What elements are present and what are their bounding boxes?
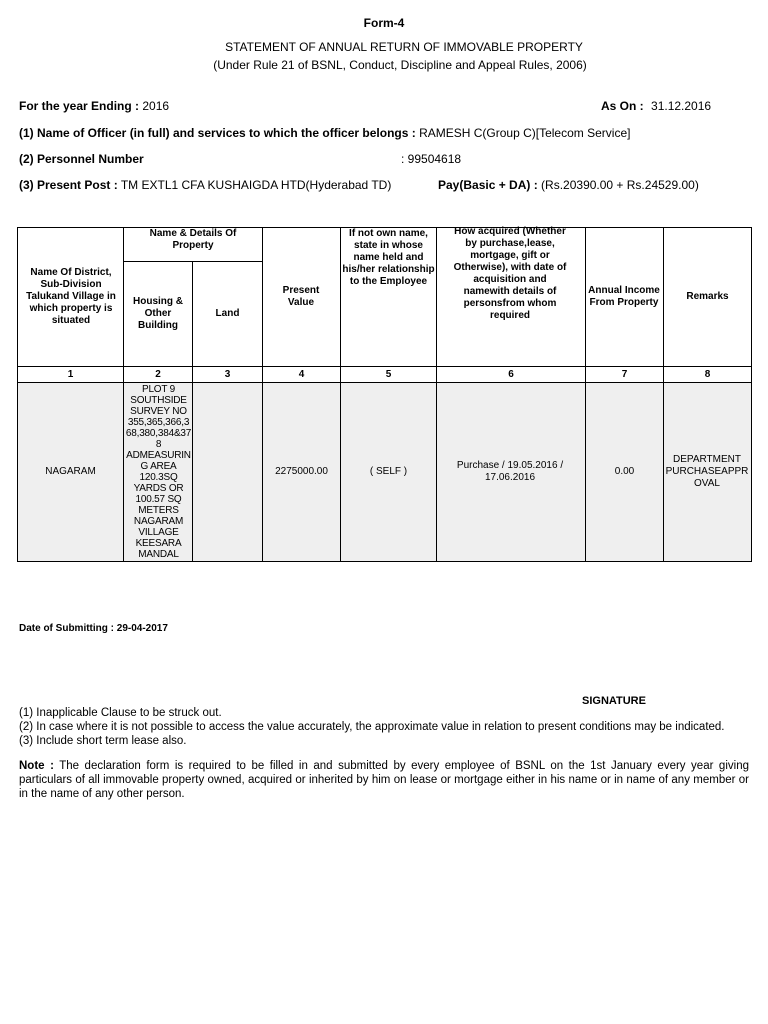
property-table [17, 227, 752, 562]
present-post-row [19, 178, 391, 192]
column-number: 8 [704, 368, 711, 380]
year-value: 2016 [142, 99, 170, 113]
officer-name-label: (1) Name of Officer (in full) and services to which the officer belongs : [19, 126, 416, 140]
personnel-value: : 99504618 [401, 152, 462, 166]
present-post-value: TM EXTL1 CFA KUSHAIGDA HTD(Hyderabad TD) [120, 178, 392, 192]
note-paragraph [19, 759, 749, 801]
grid-line [751, 227, 752, 562]
header-property-group: Name & Details Of Property [149, 228, 237, 251]
column-number: 5 [385, 368, 392, 380]
pay-row [438, 178, 699, 192]
header-how-acquired: How acquired (Whether by purchase,lease, mortgage, gift or Otherwise), with date of acquisition and namewith details of personsfrom whom required [453, 226, 567, 321]
header-annual-income: Annual Income From Property [588, 285, 660, 308]
header-not-own-name: If not own name, state in whose name held and his/her relationship to the Employee [342, 228, 435, 287]
column-number: 1 [67, 368, 74, 380]
cell-remarks: DEPARTMENT PURCHASEAPPR OVAL [665, 454, 749, 489]
column-number: 4 [298, 368, 305, 380]
document-subtitle: (Under Rule 21 of BSNL, Conduct, Discipline and Appeal Rules, 2006) [213, 58, 587, 72]
form-number: Form-4 [363, 16, 405, 30]
column-number: 7 [621, 368, 628, 380]
header-district: Name Of District, Sub-Division Talukand Village in which property is situated [26, 267, 116, 326]
pay-value: (Rs.20390.00 + Rs.24529.00) [541, 178, 699, 192]
cell-not-own-name: ( SELF ) [369, 466, 408, 477]
grid-line [123, 227, 124, 562]
grid-line [17, 561, 752, 562]
date-of-submitting: Date of Submitting : 29-04-2017 [19, 623, 168, 634]
cell-how-acquired: Purchase / 19.05.2016 / 17.06.2016 [456, 460, 564, 483]
instruction-1: (1) Inapplicable Clause to be struck out. [19, 707, 222, 719]
present-post-label: (3) Present Post : [19, 178, 118, 192]
column-number: 3 [224, 368, 231, 380]
signature-label: SIGNATURE [582, 695, 646, 707]
header-present-value: Present Value [282, 285, 320, 308]
ason-row [601, 99, 711, 113]
cell-land [193, 383, 262, 561]
year-row [19, 99, 169, 113]
header-remarks: Remarks [686, 291, 729, 302]
instruction-3: (3) Include short term lease also. [19, 735, 187, 747]
officer-name-row [19, 126, 630, 140]
ason-label: As On : [601, 99, 644, 113]
document-title: STATEMENT OF ANNUAL RETURN OF IMMOVABLE PROPERTY [225, 40, 583, 54]
cell-housing: PLOT 9 SOUTHSIDE SURVEY NO 355,365,366,3 68,380,384&37 8 ADMEASURIN G AREA 120.3SQ YARDS OR 100.57 SQ METERS NAGARAM VILLAGE KEESARA MANDAL [126, 384, 191, 560]
header-housing: Housing & Other Building [133, 296, 183, 331]
cell-annual-income: 0.00 [614, 466, 635, 477]
cell-present-value: 2275000.00 [275, 466, 328, 477]
header-land: Land [215, 308, 240, 319]
instruction-2: (2) In case where it is not possible to access the value accurately, the approximate value in relation to present conditions may be indicated. [19, 721, 725, 733]
note-text: The declaration form is required to be filled in and submitted by every employee of BSNL on the 1st January every year giving particulars of all immovable property owned, acquired or inherited by him on lease or mortgage either in his name or in name of any member or in the name of any other person. [19, 760, 749, 800]
note-label: Note : [19, 760, 54, 772]
officer-name-value: RAMESH C(Group C)[Telecom Service] [419, 126, 631, 140]
cell-district: NAGARAM [45, 466, 96, 477]
year-label: For the year Ending : [19, 99, 140, 113]
grid-line [663, 227, 664, 562]
grid-line [436, 227, 437, 562]
pay-label: Pay(Basic + DA) : [438, 178, 538, 192]
personnel-label: (2) Personnel Number [19, 152, 144, 166]
ason-value: 31.12.2016 [651, 99, 712, 113]
column-number: 6 [508, 368, 514, 380]
column-number: 2 [155, 368, 161, 380]
